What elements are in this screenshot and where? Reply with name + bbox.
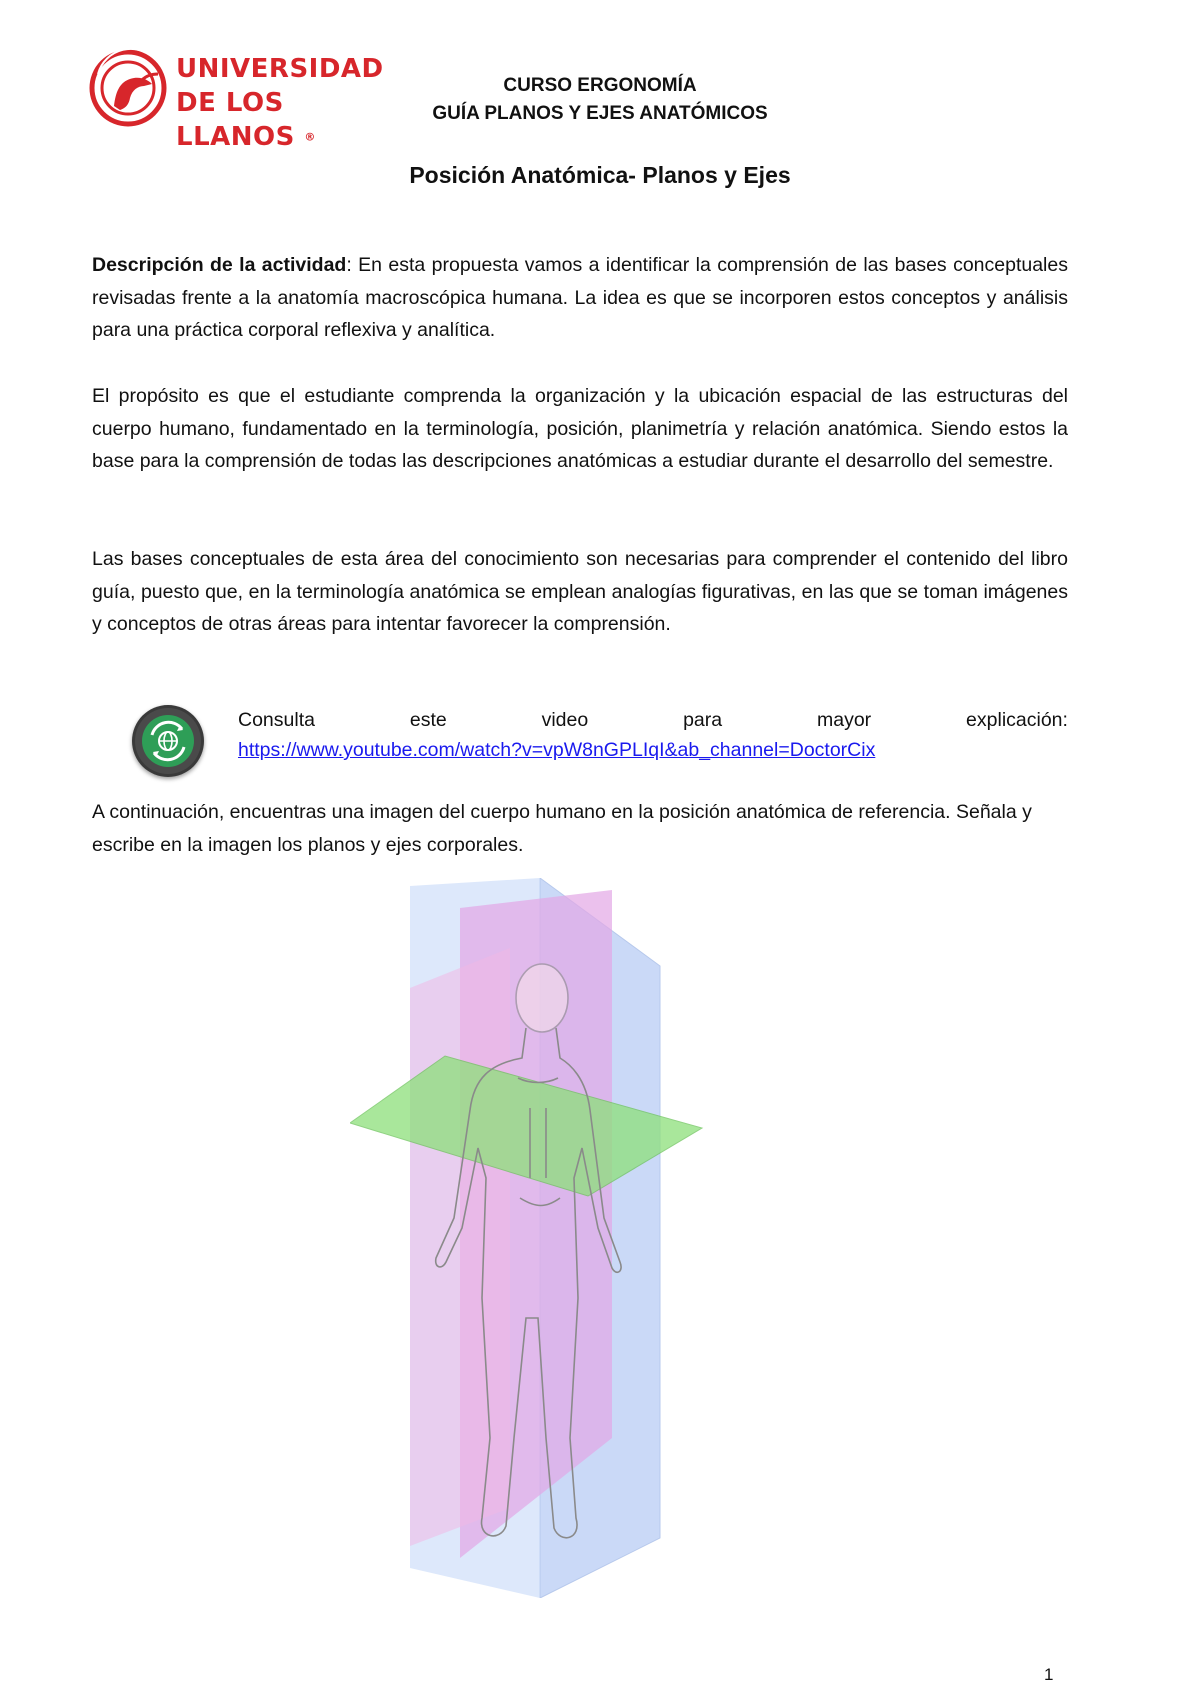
sagittal-plane-front	[410, 948, 510, 1546]
bases-paragraph: Las bases conceptuales de esta área del conocimiento son necesarias para comprender el contenido del libro guía, puesto que, en la terminología anatómica se emplean analogías figurativas, en las que se toman imágenes y conceptos de otras áreas para intentar favorecer la comprensión.	[92, 548, 1068, 635]
video-word: este	[409, 709, 447, 731]
globe-icon	[132, 705, 204, 777]
video-reference	[132, 705, 1068, 785]
purpose-paragraph: El propósito es que el estudiante comprenda la organización y la ubicación espacial de las estructuras del cuerpo humano, fundamentado en la terminología, posición, planimetría y relación anatómica. Siendo estos la base para la comprensión de todas las descripciones anatómicas a estudiar durante el desarrollo del semestre.	[92, 385, 1068, 472]
logo-line-1: UNIVERSIDAD	[176, 54, 384, 84]
activity-paragraph	[92, 249, 1068, 347]
course-name: CURSO ERGONOMÍA	[503, 75, 697, 96]
video-word: mayor	[816, 709, 872, 731]
video-link[interactable]: https://www.youtube.com/watch?v=vpW8nGPLIqI&ab_channel=DoctorCix	[238, 739, 876, 761]
activity-label: Descripción de la actividad	[92, 254, 347, 276]
video-prompt	[238, 705, 1068, 735]
video-word: Consulta	[238, 709, 315, 731]
video-word: video	[541, 709, 589, 731]
logo-line-2-text: DE LOS LLANOS	[176, 88, 295, 152]
guide-name: GUÍA PLANOS Y EJES ANATÓMICOS	[432, 103, 768, 124]
course-header	[380, 72, 820, 128]
logo-wordmark	[176, 52, 384, 155]
page-number: 1	[1044, 1665, 1054, 1684]
heron-seal-icon	[86, 44, 176, 130]
video-word: explicación:	[966, 709, 1068, 731]
activity-text: : En esta propuesta vamos a identificar la comprensión de las bases conceptuales revisadas frente a la anatomía macroscópica humana. La idea es que se incorporen estos conceptos y análisis para una práctica corporal reflexiva y analítica.	[92, 254, 1068, 341]
registered-mark: ®	[304, 130, 316, 144]
university-logo	[86, 44, 384, 152]
body-planes-illustration	[350, 878, 720, 1598]
logo-line-2	[176, 86, 384, 155]
video-word: para	[683, 709, 723, 731]
video-text	[238, 705, 1068, 765]
page-title: Posición Anatómica- Planos y Ejes	[409, 162, 791, 188]
globe-refresh-icon[interactable]	[132, 705, 204, 777]
instruction-paragraph: A continuación, encuentras una imagen del cuerpo humano en la posición anatómica de referencia. Señala y escribe en la imagen los planos y ejes corporales.	[92, 801, 1032, 856]
anatomical-planes-figure	[350, 878, 720, 1598]
